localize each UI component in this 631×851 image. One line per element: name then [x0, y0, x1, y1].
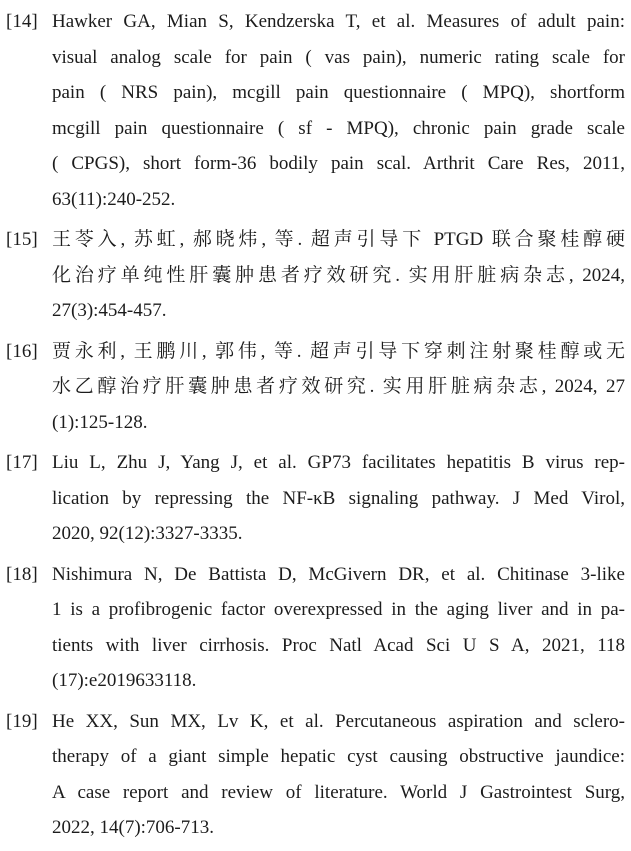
reference-text-line: 贾永利, 王鹏川, 郭伟, 等. 超声引导下穿刺注射聚桂醇或无: [52, 340, 625, 362]
reference-item: [6, 222, 625, 329]
reference-text-line: 王苓入, 苏虹, 郝晓炜, 等. 超声引导下 PTGD 联合聚桂醇硬: [52, 229, 625, 250]
reference-text-line: lication by repressing the NF-κB signaling pathway. J Med Virol,: [52, 487, 625, 509]
reference-item: [6, 704, 625, 846]
reference-text-line: Hawker GA, Mian S, Kendzerska T, et al. Measures of adult pain:: [52, 11, 625, 32]
reference-text-line: 63(11):240-252.: [52, 188, 176, 210]
reference-text-line: Liu L, Zhu J, Yang J, et al. GP73 facilitates hepatitis B virus rep-: [52, 452, 625, 473]
reference-number: [18]: [6, 563, 38, 585]
reference-text-line: pain ( NRS pain), mcgill pain questionnaire ( MPQ), shortform: [52, 82, 625, 103]
reference-text-line: 1 is a profibrogenic factor overexpressed in the aging liver and in pa-: [52, 599, 625, 620]
reference-text-line: (1):125-128.: [52, 411, 148, 433]
reference-number: [19]: [6, 710, 38, 732]
reference-text-line: A case report and review of literature. World J Gastrointest Surg,: [52, 781, 625, 803]
reference-text-line: He XX, Sun MX, Lv K, et al. Percutaneous aspiration and sclero-: [52, 710, 625, 732]
reference-text-line: ( CPGS), short form-36 bodily pain scal. Arthrit Care Res, 2011,: [52, 153, 625, 174]
reference-text-line: tients with liver cirrhosis. Proc Natl Acad Sci U S A, 2021, 118: [52, 634, 625, 656]
reference-text-line: 2022, 14(7):706-713.: [52, 817, 215, 838]
reference-text-line: visual analog scale for pain ( vas pain), numeric rating scale for: [52, 46, 625, 68]
reference-text-line: therapy of a giant simple hepatic cyst causing obstructive jaundice:: [52, 746, 625, 767]
reference-text-line: Nishimura N, De Battista D, McGivern DR, et al. Chitinase 3-like: [52, 563, 625, 585]
reference-item: [6, 445, 625, 552]
reference-number: [14]: [6, 11, 38, 32]
reference-number: [16]: [6, 340, 38, 362]
reference-number: [17]: [6, 452, 38, 473]
reference-list: [6, 4, 625, 851]
reference-text-line: 27(3):454-457.: [52, 300, 167, 321]
reference-item: [6, 557, 625, 699]
reference-text-line: mcgill pain questionnaire ( sf - MPQ), chronic pain grade scale: [52, 117, 625, 139]
reference-text-line: 2020, 92(12):3327-3335.: [52, 523, 243, 544]
reference-number: [15]: [6, 229, 38, 250]
reference-item: [6, 4, 625, 217]
reference-item: [6, 334, 625, 441]
reference-text-line: 化治疗单纯性肝囊肿患者疗效研究. 实用肝脏病杂志, 2024,: [52, 264, 625, 286]
reference-text-line: 水乙醇治疗肝囊肿患者疗效研究. 实用肝脏病杂志, 2024, 27: [52, 376, 625, 397]
reference-text-line: (17):e2019633118.: [52, 670, 197, 691]
